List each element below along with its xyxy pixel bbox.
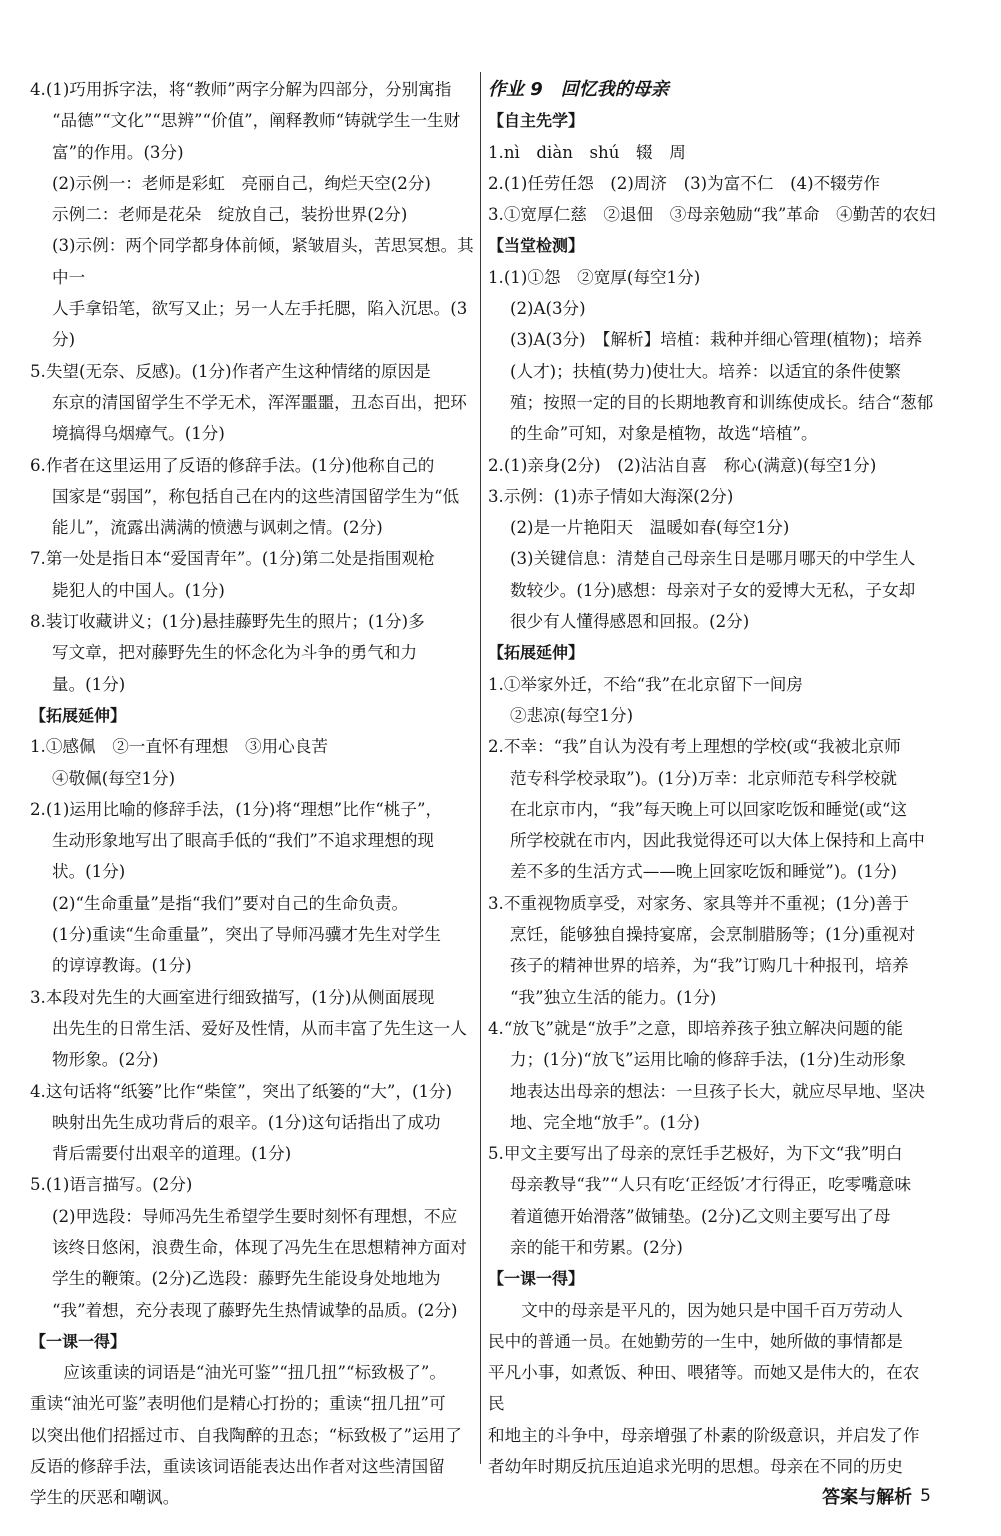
answer-line: (3)A(3分) 【解析】培植：栽种并细心管理(植物)；培养 [510, 330, 923, 350]
answer-line: 2.(1)任劳任怨 (2)周济 (3)为富不仁 (4)不辍劳作 [488, 173, 880, 193]
answer-line: (2)示例一：老师是彩虹 亮丽自己，绚烂天空(2分) [52, 173, 431, 193]
answer-line: 平凡小事，如煮饭、种田、喂猪等。而她又是伟大的，在农民 [488, 1363, 920, 1414]
answer-line: ④敬佩(每空1分) [52, 768, 176, 788]
answer-line: 范专科学校录取”)。(1分)万幸：北京师范专科学校就 [510, 768, 897, 788]
answer-line: 反语的修辞手法，重读该词语能表达出作者对这些清国留 [30, 1457, 445, 1477]
answer-line: 地、完全地“放手”。(1分) [510, 1112, 700, 1132]
answer-line: 量。(1分) [52, 674, 126, 694]
answer-line: 重读“油光可鉴”表明他们是精心打扮的；重读“扭几扭”可 [30, 1394, 446, 1414]
answer-line: 地表达出母亲的想法：一旦孩子长大，就应尽早地、坚决 [510, 1081, 925, 1101]
answer-line: 2.不幸：“我”自认为没有考上理想的学校(或“我被北京师 [488, 737, 901, 757]
answer-line: 学生的鞭策。(2分)乙选段：藤野先生能设身处地地为 [52, 1269, 441, 1289]
answer-line: “品德”“文化”“思辨”“价值”，阐释教师“铸就学生一生财 [52, 111, 461, 131]
answer-line: 毙犯人的中国人。(1分) [52, 580, 225, 600]
answer-line: 出先生的日常生活、爱好及性情，从而丰富了先生这一人 [52, 1018, 467, 1038]
answer-line: 文中的母亲是平凡的，因为她只是中国千百万劳动人 [521, 1300, 903, 1320]
answer-line: 6.作者在这里运用了反语的修辞手法。(1分)他称自己的 [30, 455, 435, 475]
answer-line: 力；(1分)“放飞”运用比喻的修辞手法，(1分)生动形象 [510, 1050, 906, 1070]
answer-line: 所学校就在市内，因此我觉得还可以大体上保持和上高中 [510, 831, 925, 851]
answer-line: 的生命”可知，对象是植物，故选“培植”。 [510, 424, 818, 444]
page-number: 5 [920, 1486, 931, 1506]
answer-line: 很少有人懂得感恩和回报。(2分) [510, 612, 750, 632]
answer-line: (3)关键信息：清楚自己母亲生日是哪月哪天的中学生人 [510, 549, 916, 569]
answer-line: (2)是一片艳阳天 温暖如春(每空1分) [510, 518, 790, 538]
answer-line: 4.“放飞”就是“放手”之意，即培养孩子独立解决问题的能 [488, 1018, 903, 1038]
answer-line: 应该重读的词语是“油光可鉴”“扭几扭”“标致极了”。 [63, 1363, 446, 1383]
answer-line: 以突出他们招摇过市、自我陶醉的丑态；“标致极了”运用了 [30, 1425, 462, 1445]
answer-line: “我”独立生活的能力。(1分) [510, 987, 717, 1007]
answer-line: 状。(1分) [52, 862, 126, 882]
answer-line: 5.甲文主要写出了母亲的烹饪手艺极好，为下文“我”明白 [488, 1144, 903, 1164]
answer-line: 母亲教导“我”“人只有吃‘正经饭’才行得正，吃零嘴意味 [510, 1175, 912, 1195]
answer-line: 该终日悠闲，浪费生命，体现了冯先生在思想精神方面对 [52, 1237, 467, 1257]
answer-line: 3.示例：(1)赤子情如大海深(2分) [488, 486, 734, 506]
answer-line: 的谆谆教诲。(1分) [52, 956, 192, 976]
answer-line: 写文章，把对藤野先生的怀念化为斗争的勇气和力 [52, 643, 418, 663]
page-footer [822, 1483, 931, 1509]
answer-line: 1.nì diàn shú 辍 周 [488, 142, 686, 162]
answer-line: (2)A(3分) [510, 299, 586, 319]
answer-line: 亲的能干和劳累。(2分) [510, 1237, 683, 1257]
answer-line: 1.①举家外迁，不给“我”在北京留下一间房 [488, 674, 803, 694]
answer-line: (2)“生命重量”是指“我们”要对自己的生命负责。 [52, 893, 409, 913]
answer-line: 5.(1)语言描写。(2分) [30, 1175, 193, 1195]
answer-line: (2)甲选段：导师冯先生希望学生要时刻怀有理想，不应 [52, 1206, 458, 1226]
footer-label: 答案与解析 [822, 1487, 913, 1508]
answer-line: (3)示例：两个同学都身体前倾，紧皱眉头，苦思冥想。其中一 [52, 236, 474, 287]
answer-line: 烹饪，能够独自操持宴席，会烹制腊肠等；(1分)重视对 [510, 925, 916, 945]
section-heading: 【一课一得】 [488, 1269, 585, 1289]
answer-line: 差不多的生活方式——晚上回家吃饭和睡觉”)。(1分) [510, 862, 897, 882]
answer-line: 1.①感佩 ②一直怀有理想 ③用心良苦 [30, 737, 328, 757]
answer-line: 3.不重视物质享受，对家务、家具等并不重视；(1分)善于 [488, 893, 909, 913]
answer-line: 8.装订收藏讲义；(1分)悬挂藤野先生的照片；(1分)多 [30, 612, 425, 632]
answer-line: 数较少。(1分)感想：母亲对子女的爱博大无私，子女却 [510, 580, 916, 600]
answer-line: 能儿”，流露出满满的愤懑与讽刺之情。(2分) [52, 518, 383, 538]
answer-line: 3.本段对先生的大画室进行细致描写，(1分)从侧面展现 [30, 987, 435, 1007]
answer-line: 境搞得乌烟瘴气。(1分) [52, 424, 225, 444]
answer-line: 2.(1)运用比喻的修辞手法，(1分)将“理想”比作“桃子”， [30, 799, 443, 819]
answer-line: 孩子的精神世界的培养，为“我”订购几十种报刊，培养 [510, 956, 909, 976]
answer-line: 国家是“弱国”，称包括自己在内的这些清国留学生为“低 [52, 486, 460, 506]
section-heading: 【拓展延伸】 [488, 643, 585, 663]
answer-line: 3.①宽厚仁慈 ②退佃 ③母亲勉励“我”革命 ④勤苦的农妇 [488, 205, 936, 225]
answer-line: 生动形象地写出了眼高手低的“我们”不追求理想的现 [52, 831, 435, 851]
answer-line: 着道德开始滑落”做铺垫。(2分)乙文则主要写出了母 [510, 1206, 891, 1226]
answer-line: 背后需要付出艰辛的道理。(1分) [52, 1144, 292, 1164]
answer-line: 7.第一处是指日本“爱国青年”。(1分)第二处是指围观枪 [30, 549, 435, 569]
section-heading: 【自主先学】 [488, 111, 585, 131]
right-column [488, 74, 936, 1482]
section-heading: 【当堂检测】 [488, 236, 585, 256]
answer-line: 2.(1)亲身(2分) (2)沾沾自喜 称心(满意)(每空1分) [488, 455, 877, 475]
answer-line: 民中的普通一员。在她勤劳的一生中，她所做的事情都是 [488, 1331, 903, 1351]
section-heading: 【拓展延伸】 [30, 705, 127, 725]
answer-line: 人手拿铅笔，欲写又止；另一人左手托腮，陷入沉思。(3分) [52, 299, 468, 350]
left-column [30, 74, 478, 1514]
answer-line: 物形象。(2分) [52, 1050, 159, 1070]
answer-line: 映射出先生成功背后的艰辛。(1分)这句话指出了成功 [52, 1112, 441, 1132]
answer-line: (人才)；扶植(势力)使壮大。培养：以适宜的条件使繁 [510, 361, 901, 381]
answer-line: 示例二：老师是花朵 绽放自己，装扮世界(2分) [52, 205, 408, 225]
answer-line: 学生的厌恶和嘲讽。 [30, 1488, 180, 1508]
answer-line: 4.(1)巧用拆字法，将“教师”两字分解为四部分，分别寓指 [30, 80, 452, 99]
answer-line: 4.这句话将“纸篓”比作“柴筐”，突出了纸篓的“大”，(1分) [30, 1081, 453, 1101]
answer-line: 5.失望(无奈、反感)。(1分)作者产生这种情绪的原因是 [30, 361, 431, 381]
answer-line: 和地主的斗争中，母亲增强了朴素的阶级意识，并启发了作 [488, 1425, 920, 1445]
answer-line: 者幼年时期反抗压迫追求光明的思想。母亲在不同的历史 [488, 1457, 903, 1477]
answer-line: 富”的作用。(3分) [52, 142, 184, 162]
answer-line: (1分)重读“生命重量”，突出了导师冯骥才先生对学生 [52, 925, 441, 945]
answer-line: 在北京市内，“我”每天晚上可以回家吃饭和睡觉(或“这 [510, 799, 907, 819]
section-heading: 【一课一得】 [30, 1331, 127, 1351]
column-divider [480, 72, 481, 1464]
assignment-title: 作业 9 回忆我的母亲 [488, 79, 669, 100]
answer-line: 1.(1)①怨 ②宽厚(每空1分) [488, 267, 701, 287]
answer-line: “我”着想，充分表现了藤野先生热情诚挚的品质。(2分) [52, 1300, 458, 1320]
answer-line: 东京的清国留学生不学无术，浑浑噩噩，丑态百出，把环 [52, 392, 467, 412]
answer-line: ②悲凉(每空1分) [510, 705, 634, 725]
answer-line: 殖；按照一定的目的长期地教育和训练使成长。结合“葱郁 [510, 392, 934, 412]
